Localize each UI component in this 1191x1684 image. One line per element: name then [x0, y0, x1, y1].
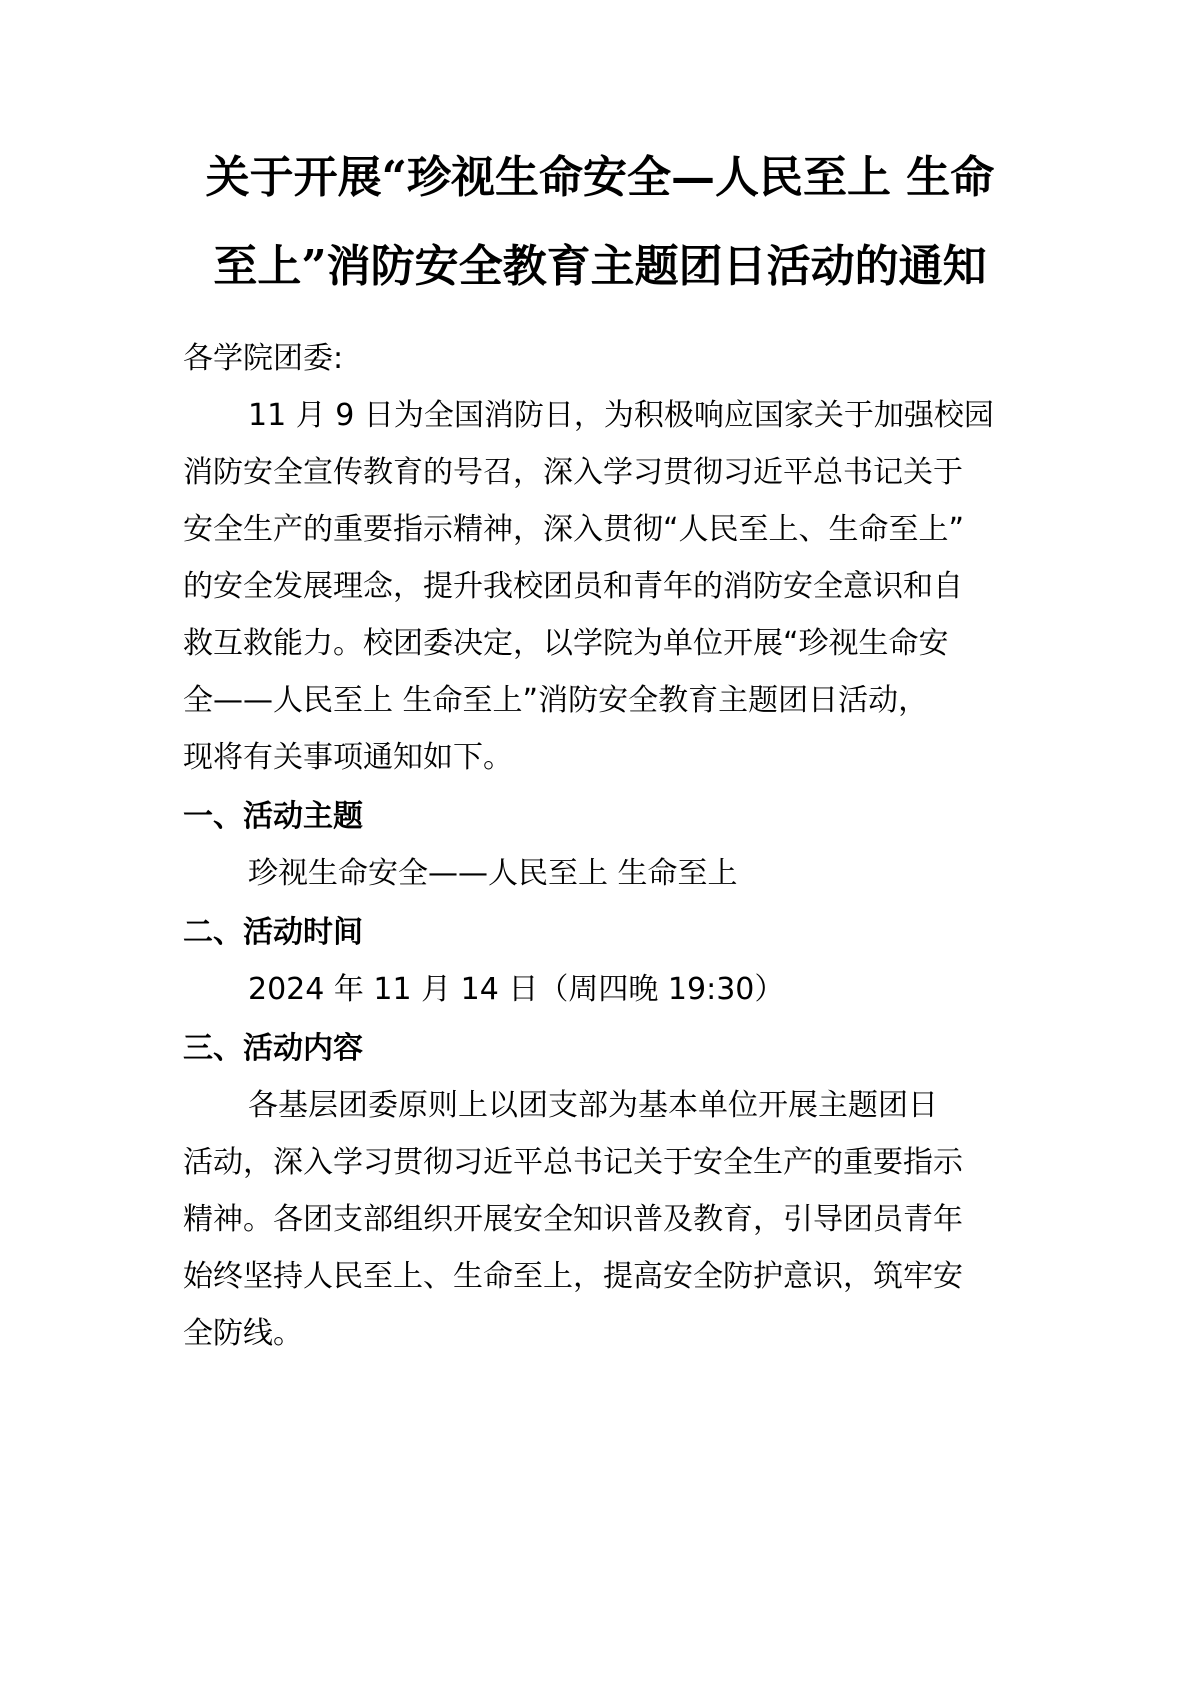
document-title-line-2: 至上”消防安全教育主题团日活动的通知 [213, 241, 987, 292]
intro-line: 的安全发展理念，提升我校团员和青年的消防安全意识和自 [183, 569, 963, 604]
section-text-theme: 珍视生命安全——人民至上 生命至上 [248, 856, 738, 891]
section-text-time: 2024 年 11 月 14 日（周四晚 19:30） [248, 972, 785, 1007]
section-heading-content: 三、活动内容 [183, 1031, 363, 1066]
intro-line: 11 月 9 日为全国消防日，为积极响应国家关于加强校园 [248, 398, 994, 433]
intro-line: 消防安全宣传教育的号召，深入学习贯彻习近平总书记关于 [183, 455, 963, 490]
document-title-line-1: 关于开展“珍视生命安全—人民至上 生命 [205, 152, 995, 203]
section-heading-time: 二、活动时间 [183, 915, 363, 950]
intro-line: 救互救能力。校团委决定，以学院为单位开展“珍视生命安 [183, 626, 949, 661]
intro-line: 安全生产的重要指示精神，深入贯彻“人民至上、生命至上” [183, 512, 965, 547]
intro-line: 全——人民至上 生命至上”消防安全教育主题团日活动， [183, 683, 929, 718]
section-text-content: 各基层团委原则上以团支部为基本单位开展主题团日 [248, 1088, 938, 1123]
intro-line: 现将有关事项通知如下。 [183, 740, 513, 775]
section-text-content: 始终坚持人民至上、生命至上，提高安全防护意识，筑牢安 [183, 1259, 963, 1294]
salutation: 各学院团委: [183, 341, 344, 376]
section-text-content: 活动，深入学习贯彻习近平总书记关于安全生产的重要指示 [183, 1145, 963, 1180]
section-heading-theme: 一、活动主题 [183, 799, 363, 834]
section-text-content: 全防线。 [183, 1316, 303, 1351]
section-text-content: 精神。各团支部组织开展安全知识普及教育，引导团员青年 [183, 1202, 963, 1237]
